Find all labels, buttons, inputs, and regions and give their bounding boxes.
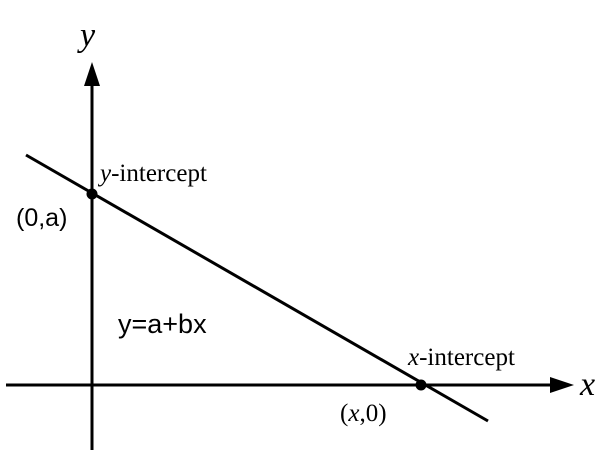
x-intercept-var: x xyxy=(408,344,420,371)
x-coord-var: x xyxy=(348,400,360,427)
y-intercept-label xyxy=(97,160,207,187)
y-intercept-text: -intercept xyxy=(111,160,207,187)
equation-label: y=a+bx xyxy=(118,309,207,339)
y-intercept-point xyxy=(87,189,98,200)
y-axis-label: y xyxy=(80,17,96,54)
x-intercept-point xyxy=(416,380,427,391)
x-intercept-text: -intercept xyxy=(419,344,515,371)
x-axis-arrow-icon xyxy=(550,377,574,393)
x-coord-open: ( xyxy=(340,400,349,427)
x-coord-close: ,0) xyxy=(359,400,387,427)
x-intercept-coord xyxy=(340,400,387,427)
x-axis-label: x xyxy=(580,366,596,403)
x-intercept-label xyxy=(407,344,515,371)
y-intercept-var: y xyxy=(100,160,112,187)
y-intercept-coord: (0,a) xyxy=(16,204,68,232)
y-axis-arrow-icon xyxy=(84,62,100,86)
